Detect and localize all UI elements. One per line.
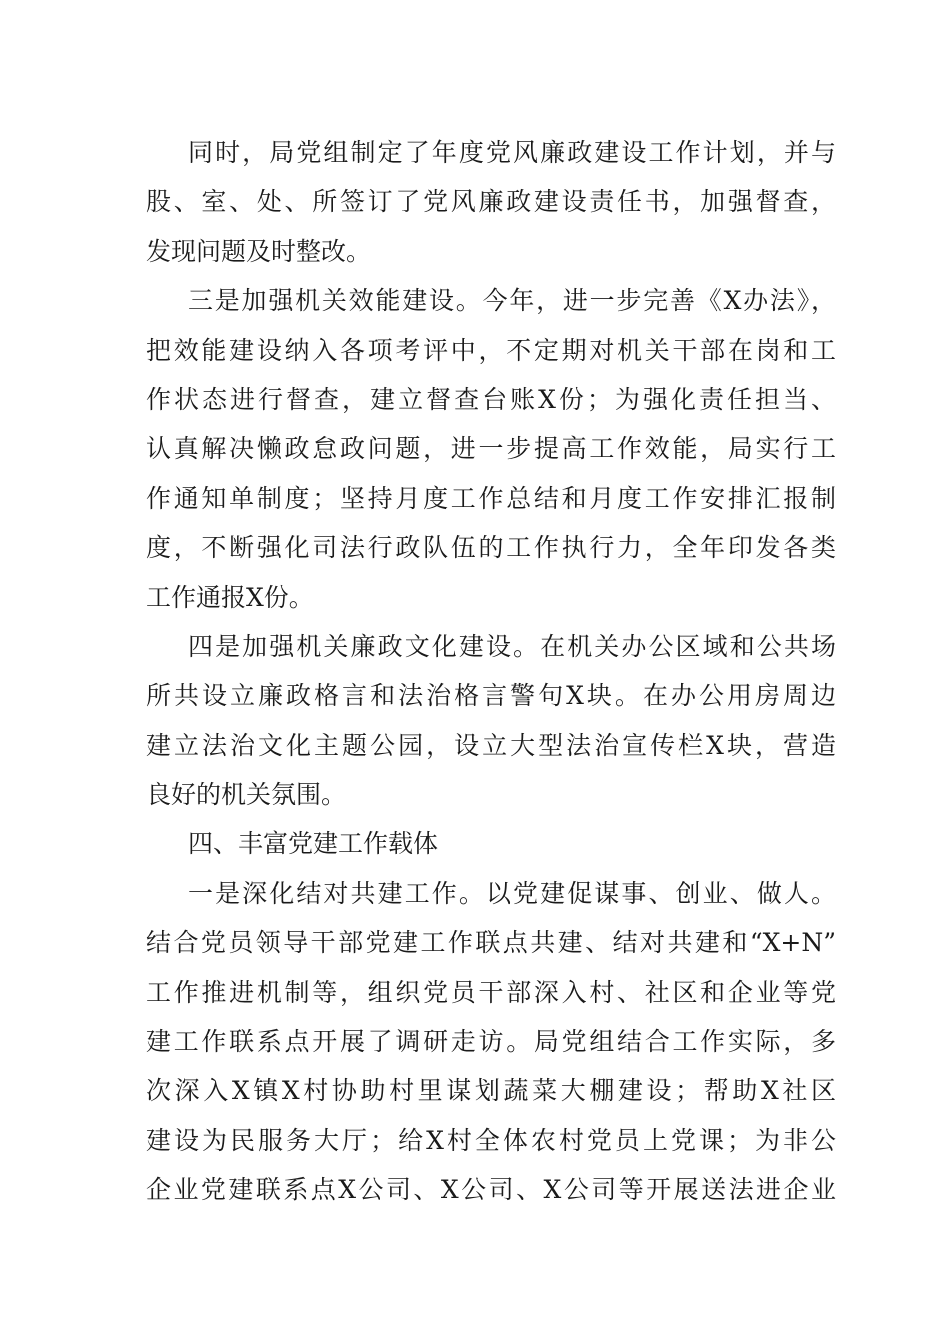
text-line: 作通知单制度；坚持月度工作总结和月度工作安排汇报制	[146, 483, 836, 513]
text-line: 发现问题及时整改。	[146, 236, 372, 266]
text-line: 四是加强机关廉政文化建设。在机关办公区域和公共场	[188, 631, 836, 661]
text-line: 同时，局党组制定了年度党风廉政建设工作计划，并与	[188, 138, 836, 167]
text-line: 结合党员领导干部党建工作联点共建、结对共建和“X+N”	[146, 928, 836, 958]
text-line: 建设为民服务大厅；给X村全体农村党员上党课；为非公	[146, 1125, 836, 1155]
text-line: 度，不断强化司法行政队伍的工作执行力，全年印发各类	[146, 533, 836, 563]
text-line: 所共设立廉政格言和法治格言警句X块。在办公用房周边	[146, 681, 836, 711]
text-line: 企业党建联系点X公司、X公司、X公司等开展送法进企业	[146, 1175, 836, 1205]
section-heading: 四、丰富党建工作载体	[188, 829, 439, 859]
body-text	[146, 128, 836, 1215]
text-line: 三是加强机关效能建设。今年，进一步完善《X办法》，	[188, 286, 836, 316]
text-line: 工作推进机制等，组织党员干部深入村、社区和企业等党	[146, 977, 836, 1007]
text-line: 建工作联系点开展了调研走访。局党组结合工作实际，多	[146, 1027, 836, 1057]
text-line: 工作通报X份。	[146, 582, 314, 612]
text-line: 良好的机关氛围。	[146, 780, 347, 810]
text-line: 把效能建设纳入各项考评中，不定期对机关干部在岗和工	[146, 335, 836, 365]
text-line: 建立法治文化主题公园，设立大型法治宣传栏X块，营造	[146, 730, 836, 760]
text-line: 认真解决懒政怠政问题，进一步提高工作效能，局实行工	[146, 434, 836, 464]
text-line: 一是深化结对共建工作。以党建促谋事、创业、做人。	[188, 878, 836, 908]
text-line: 次深入X镇X村协助村里谋划蔬菜大棚建设；帮助X社区	[146, 1076, 836, 1106]
text-line: 作状态进行督查，建立督查台账X份；为强化责任担当、	[146, 384, 836, 414]
text-line: 股、室、处、所签订了党风廉政建设责任书，加强督查，	[146, 187, 836, 217]
